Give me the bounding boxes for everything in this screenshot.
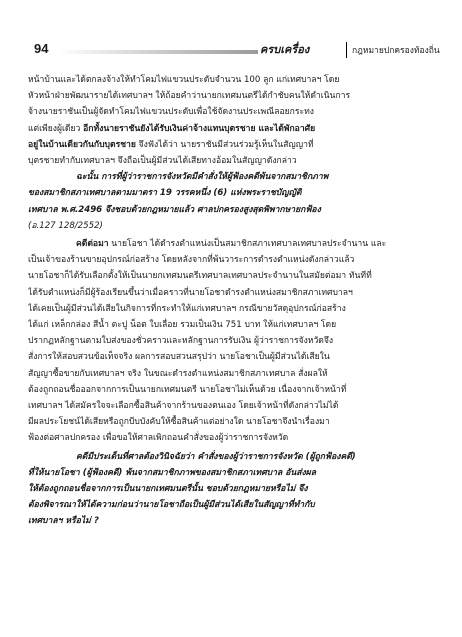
issue-paragraph (28, 449, 436, 530)
body-line: เทศบาลฯ ได้สมัครใจจะเลือกซื้อสินค้าจากร้านของตนเอง โดยเจ้าหน้าที่ดังกล่าวไม่ได้ (28, 401, 339, 412)
body-text: จึงฟังได้ว่า นายราชันมีส่วนร่วมรู้เห็นในสัญญาที่ (135, 139, 314, 150)
ruling-paragraph (28, 169, 436, 234)
page-body (28, 72, 436, 530)
body-line (28, 236, 436, 252)
body-line: เป็นเจ้าของร้านขายอุปกรณ์ก่อสร้าง โดยหลังจากที่พ้นวาระการดำรงตำแหน่งดังกล่าวแล้ว (28, 255, 355, 266)
case-reference: (อ.127 128/2552) (28, 220, 103, 231)
body-line: ได้แก่ เหล็กกล่อง สีน้ำ ตะปู น็อต ใบเลื่อย รวมเป็นเงิน 751 บาท ให้แก่เทศบาลฯ โดย (28, 320, 337, 331)
body-line: นายโอชาก็ได้รับเลือกตั้งให้เป็นนายกเทศมนตรีเทศบาลเทศบาลประจำนานในสมัยต่อมา ทันทีที่ (28, 271, 372, 282)
body-line: ได้เคยเป็นผู้มีส่วนได้เสียในกิจการที่กระทำให้แก่เทศบาลฯ กรณีขายวัสดุอุปกรณ์ก่อสร้าง (28, 303, 346, 314)
body-line: หัวหน้าฝ่ายพัฒนารายได้เทศบาลฯ ให้ถ้อยคำว่านายกเทศมนตรีได้กำชับคนให้ดำเนินการ (28, 91, 351, 102)
ruling-line: ฉะนั้น การที่ผู้ว่าราชการจังหวัดมีคำสั่งให้ผู้ฟ้องคดีพ้นจากสมาชิกภาพ (76, 172, 329, 183)
issue-line: คดีมีประเด็นที่ศาลต้องวินิจฉัยว่า คำสั่งของผู้ว่าราชการจังหวัด (ผู้ถูกฟ้องคดี) (76, 451, 356, 462)
body-text: แต่เพียงผู้เดียว (28, 123, 84, 134)
issue-line: เทศบาลฯ หรือไม่ ? (28, 516, 99, 527)
case-label: คดีต่อมา (76, 239, 109, 250)
body-line (28, 121, 436, 137)
body-line: มีผลประโยชน์ได้เสียหรือถูกบีบบังคับให้ซื้อสินค้าแต่อย่างใด นายโอชาจึงนำเรื่องมา (28, 417, 330, 428)
body-line: จ้างนายราชันเป็นผู้จัดทำโคมไฟแขวนประดับเพื่อใช้จัดงานประเพณีลอยกระทง (28, 107, 314, 118)
issue-line: ต้องพิจารณาให้ได้ความก่อนว่านายโอชาถือเป็นผู้มีส่วนได้เสียในสัญญาที่ทำกับ (28, 500, 315, 511)
body-line: ปรากฏหลักฐานตามใบส่งของชั่วคราวและหลักฐานการรับเงิน ผู้ว่าราชการจังหวัดจึง (28, 336, 334, 347)
body-line (28, 137, 436, 153)
header-separator (346, 42, 347, 58)
body-line: ได้รับตำแหน่งก็มีผู้ร้องเรียนขึ้นว่าเมื่อคราวที่นายโอชาดำรงตำแหน่งสมาชิกสภาเทศบาลฯ (28, 287, 353, 298)
header-brand: ครบเครื่อง (260, 43, 310, 56)
body-text: นายโอชา ได้ดำรงตำแหน่งเป็นสมาชิกสภาเทศบาลเทศบาลประจำนาน และ (108, 239, 387, 250)
header-rule (58, 50, 258, 54)
header-section-title: กฎหมายปกครองท้องถิ่น (352, 46, 440, 56)
issue-line: ให้ต้องถูกถอนชื่อจากการเป็นนายกเทศมนตรีนั้น ชอบด้วยกฎหมายหรือไม่ จึง (28, 484, 308, 495)
ruling-line: ของสมาชิกสภาเทศบาลตามมาตรา 19 วรรคหนึ่ง (6) แห่งพระราชบัญญัติ (28, 188, 302, 199)
case-facts-paragraph (28, 236, 436, 447)
body-line: ฟ้องต่อศาลปกครอง เพื่อขอให้ศาลเพิกถอนคำสั่งของผู้ว่าราชการจังหวัด (28, 433, 289, 444)
paragraph-continuation (28, 72, 436, 169)
emphasis-text: อีกทั้งนายราชันยังได้รับเงินค่าจ้างแทนบุตรชาย และได้พักอาศัย (83, 123, 316, 134)
body-line: สัญญาซื้อขายกับเทศบาลฯ จริง ในขณะดำรงตำแหน่งสมาชิกสภาเทศบาล สั่งผลให้ (28, 368, 328, 379)
page-header (28, 40, 440, 62)
page-number: 94 (34, 41, 49, 56)
emphasis-text: อยู่ในบ้านเดียวกันกับบุตรชาย (28, 139, 136, 150)
body-line: หน้าบ้านและได้ตกลงจ้างให้ทำโคมไฟแขวนประดับจำนวน 100 ลูก แก่เทศบาลฯ โดย (28, 75, 340, 85)
issue-line: ที่ให้นายโอชา (ผู้ฟ้องคดี) พ้นจากสมาชิกภาพของสมาชิกสภาเทศบาล อันส่งผล (28, 467, 316, 478)
body-line: บุตรชายทำกับเทศบาลฯ จึงถือเป็นผู้มีส่วนได้เสียทางอ้อมในสัญญาดังกล่าว (28, 156, 297, 167)
body-line: สั่งการให้สอบสวนข้อเท็จจริง ผลการสอบสวนสรุปว่า นายโอชาเป็นผู้มีส่วนได้เสียใน (28, 352, 330, 363)
body-line: ต้องถูกถอนชื่อออกจากการเป็นนายกเทศมนตรี นายโอชาไม่เห็นด้วย เนื่องจากเจ้าหน้าที่ (28, 384, 347, 395)
ruling-line: เทศบาล พ.ศ.2496 จึงชอบด้วยกฎหมายแล้ว ศาลปกครองสูงสุดพิพากษายกฟ้อง (28, 204, 321, 215)
